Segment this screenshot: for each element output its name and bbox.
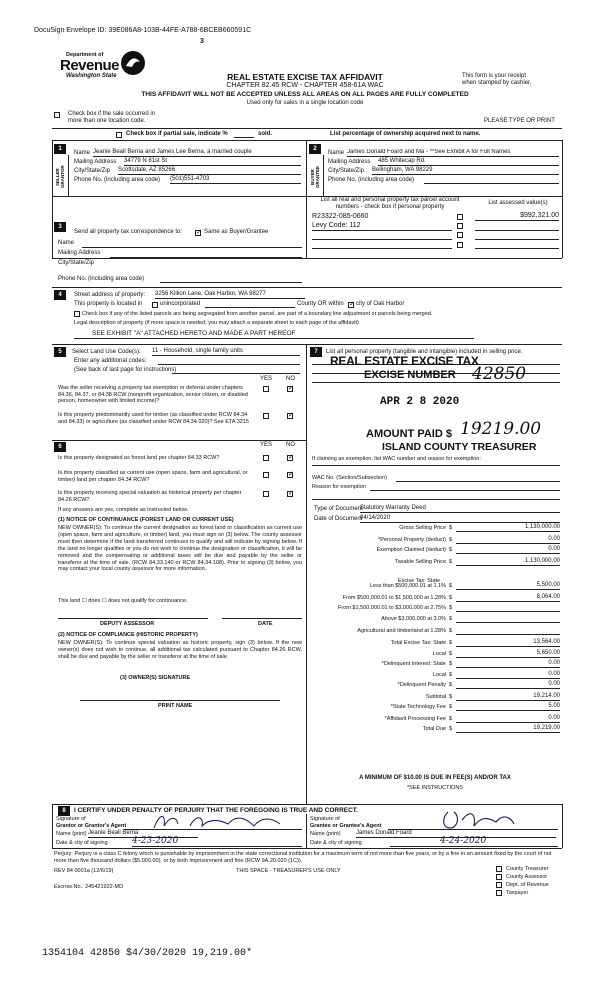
correspondence-mail[interactable] bbox=[110, 257, 302, 258]
calc-value[interactable] bbox=[456, 627, 560, 635]
assessed-header: List assessed value(s) bbox=[488, 200, 548, 206]
city-of-checkbox[interactable] bbox=[348, 302, 354, 308]
form-title: REAL ESTATE EXCISE TAX AFFIDAVIT bbox=[227, 72, 383, 82]
doc-type-label: Type of Document bbox=[314, 506, 363, 512]
multi-location-line1: Check box if the sale occurred in bbox=[68, 111, 156, 117]
calc-dollar-sign: $ bbox=[449, 704, 453, 710]
s1-mail-label: Mailing Address bbox=[74, 159, 117, 165]
partial-sale-checkbox[interactable] bbox=[116, 132, 122, 138]
notice2-text: NEW OWNER(S): To continue special valuation as historic property, sign (3) below. If the new owner(s) does not wish to continue, all additional tax calculated pursuant to Chapter 84.26 RCW, shall be due and payable by the seller or transferor at the time of sale. bbox=[58, 640, 302, 660]
calc-value[interactable]: 5,500.00 bbox=[456, 582, 560, 590]
unincorporated-label: unincorporated bbox=[160, 301, 201, 307]
calc-label: Taxable Selling Price bbox=[394, 559, 446, 565]
calc-dollar-sign: $ bbox=[449, 682, 453, 688]
personal-property-checkbox-1[interactable] bbox=[457, 214, 463, 220]
deputy-date-label: DATE bbox=[258, 621, 273, 627]
section-5-badge: 5 bbox=[54, 347, 66, 357]
calc-label: Agricultural and timberland at 1.28% bbox=[357, 628, 446, 634]
grantee-signature-scribble-icon bbox=[440, 808, 520, 832]
street-label: Street address of property: bbox=[74, 292, 146, 298]
copy-dept-revenue: Dept. of Revenue bbox=[506, 882, 549, 888]
county-within-label: County OR within bbox=[297, 301, 344, 307]
calc-value[interactable]: 19,219.00 bbox=[456, 725, 560, 733]
calc-dollar-sign: $ bbox=[449, 661, 453, 667]
stamp-treasurer: ISLAND COUNTY TREASURER bbox=[382, 441, 537, 453]
calc-dollar-sign: $ bbox=[449, 616, 453, 622]
stamp-amount-label: AMOUNT PAID $ bbox=[366, 428, 452, 440]
notice1-heading: (1) NOTICE OF CONTINUANCE (FOREST LAND OR CURRENT USE) bbox=[58, 517, 234, 523]
section-2-badge: 2 bbox=[309, 144, 321, 154]
minimum-fee-note: A MINIMUM OF $10.00 IS DUE IN FEE(S) AND/OR TAX bbox=[359, 775, 511, 781]
if-yes-note: If any answers are yes, complete as instructed below. bbox=[58, 507, 189, 513]
levy-code[interactable]: Levy Code: 112 bbox=[312, 222, 452, 231]
calc-value[interactable]: 5,650.00 bbox=[456, 650, 560, 658]
calc-label: *State Technology Fee bbox=[390, 704, 446, 710]
calc-label: Exemption Claimed (deduct) bbox=[376, 547, 446, 553]
seller-name[interactable]: Jeanie Beall Berna and James Lee Berna, a married couple bbox=[93, 149, 301, 157]
reason-label: Reason for exemption bbox=[312, 484, 366, 490]
s2-phone-label: Phone No. (including area code) bbox=[328, 177, 415, 183]
certification: I CERTIFY UNDER PENALTY OF PERJURY THAT THE FOREGOING IS TRUE AND CORRECT. bbox=[74, 807, 358, 814]
grantor-sig-label-2: Grantor or Grantor's Agent bbox=[56, 823, 127, 829]
perjury-note: Perjury: Perjury is a class C felony which is punishable by imprisonment in the state correctional institution for a maximum term of not more than five years, or by a fine in an amount fixed by the court of not more than five thousand dollars ($5,000.00), or by both imprisonment and fine (RCW 9A.20.020 (1C)). bbox=[54, 851, 552, 864]
treasurer-use-only: THIS SPACE - TREASURER'S USE ONLY bbox=[236, 868, 341, 874]
dor-emblem-icon bbox=[120, 50, 146, 76]
buyer-city[interactable]: Bellingham, WA 98229 bbox=[372, 167, 559, 175]
correspondence-name[interactable] bbox=[82, 247, 302, 248]
s5-q2-yes[interactable] bbox=[263, 413, 269, 419]
s5-no: NO bbox=[286, 376, 295, 382]
s5-question-1: Was the seller receiving a property tax exemption or deferral under chapters 84.36, 84.37, or 84.38 RCW (nonprofit organization, senior citizen, or disabled person, homeowner with limited income)? bbox=[58, 385, 248, 404]
calc-label: Total Due bbox=[422, 726, 446, 732]
s3-city-label: City/State/Zip bbox=[58, 260, 95, 266]
escrow-number: Escrow No.: 245421922-MD bbox=[54, 884, 124, 890]
s6-question-3: Is this property receiving special valuation as historical property per chapter 84.26 RCW? bbox=[58, 490, 242, 503]
segregated-checkbox[interactable] bbox=[74, 311, 80, 317]
calc-value[interactable]: 0.00 bbox=[456, 671, 560, 679]
additional-codes-label: Enter any additional codes: bbox=[74, 358, 147, 364]
receipt-note-1: This form is your receipt bbox=[462, 73, 527, 79]
calc-label: *Personal Property (deduct) bbox=[378, 537, 446, 543]
buyer-grantee-label: BUYER GRANTEE bbox=[310, 166, 320, 189]
partial-sale-percent[interactable] bbox=[234, 137, 254, 138]
s6-q2-yes[interactable] bbox=[263, 472, 269, 478]
calc-label: *Delinquent Penalty bbox=[397, 682, 446, 688]
grantee-sig-label-2: Grantee or Grantee's Agent bbox=[310, 823, 382, 829]
s5-question-2: Is this property predominantly used for timber (as classified under RCW 84.34 and 84.33) or agriculture (as classified under RCW 84.34.020)? See ETA 3215 bbox=[58, 412, 249, 425]
seller-grantor-label: SELLER GRANTOR bbox=[55, 165, 65, 189]
deputy-assessor-signature[interactable] bbox=[58, 618, 208, 619]
calc-value[interactable]: 8,064.00 bbox=[456, 594, 560, 602]
calc-dollar-sign: $ bbox=[449, 628, 453, 634]
section-4-badge: 4 bbox=[54, 290, 66, 300]
calc-value[interactable] bbox=[456, 615, 560, 623]
calc-dollar-sign: $ bbox=[449, 651, 453, 657]
s2-mail-label: Mailing Address bbox=[328, 159, 371, 165]
form-subtitle: CHAPTER 82.45 RCW - CHAPTER 458-61A WAC bbox=[226, 82, 384, 89]
copy-county-assessor-checkbox[interactable] bbox=[496, 874, 502, 880]
copy-taxpayer: Taxpayer bbox=[506, 890, 529, 896]
calc-dollar-sign: $ bbox=[449, 694, 453, 700]
parcel-header: List all real and personal property tax parcel account numbers - check box if personal property bbox=[320, 197, 460, 210]
calc-value[interactable]: 0.00 bbox=[456, 546, 560, 554]
legal-description[interactable]: SEE EXHIBIT "A" ATTACHED HERETO AND MADE A PART HEREOF bbox=[92, 330, 296, 337]
same-as-buyer-label: Same as Buyer/Grantee bbox=[204, 229, 269, 235]
stamp-line-1: REAL ESTATE EXCISE TAX bbox=[330, 354, 479, 368]
exemption-reason[interactable] bbox=[370, 490, 560, 491]
qualify-line: This land ☐ does ☐ does not qualify for continuance. bbox=[58, 598, 188, 604]
grantor-signature-scribble-icon bbox=[150, 810, 300, 832]
s6-q1-yes[interactable] bbox=[263, 455, 269, 461]
print-name-label: PRINT NAME bbox=[158, 703, 193, 709]
s5-q2-no[interactable] bbox=[287, 413, 293, 419]
property-street-address[interactable]: 3256 Killion Lane, Oak Harbor, WA 98277 bbox=[155, 291, 305, 299]
s3-name-label: Name bbox=[58, 240, 75, 246]
same-as-buyer-checkbox[interactable] bbox=[195, 230, 201, 236]
calc-value[interactable]: 0.00 bbox=[456, 715, 560, 723]
stamp-amount: 19219.00 bbox=[460, 419, 542, 439]
calc-dollar-sign: $ bbox=[449, 547, 453, 553]
section-8-badge: 8 bbox=[58, 806, 70, 816]
grantee-date[interactable]: 4-24-2020 bbox=[390, 836, 558, 847]
grantee-print-name[interactable]: James Donald Foard bbox=[356, 830, 556, 838]
calc-dollar-sign: $ bbox=[449, 672, 453, 678]
city-of-label: city of Oak Harbor bbox=[356, 301, 405, 307]
buyer-mailing-address[interactable]: 485 Whitecap Rd. bbox=[378, 158, 559, 166]
owner-signature-label: (3) OWNER(S) SIGNATURE bbox=[120, 675, 191, 681]
calc-label: From $500,000.01 to $1,500,000 at 1.28% bbox=[342, 595, 446, 601]
calc-value[interactable]: 5.00 bbox=[456, 703, 560, 711]
calc-dollar-sign: $ bbox=[449, 726, 453, 732]
excise-tax-state-label: Excise Tax: State bbox=[398, 578, 441, 584]
grantor-date-label: Date & city of signing bbox=[56, 840, 108, 846]
calc-dollar-sign: $ bbox=[449, 640, 453, 646]
calc-value[interactable]: 0.00 bbox=[456, 660, 560, 668]
document-date[interactable]: 04/14/2020 bbox=[360, 515, 560, 523]
section-3-badge: 3 bbox=[54, 222, 66, 232]
owner-print-name[interactable] bbox=[80, 700, 280, 701]
calc-value[interactable]: 1,130,000.00 bbox=[456, 558, 560, 566]
calc-label: Subtotal bbox=[425, 694, 446, 700]
correspondence-phone[interactable] bbox=[160, 282, 302, 283]
land-use-code[interactable]: 11 - Household, single family units bbox=[152, 348, 300, 356]
grantee-date-label: Date & city of signing bbox=[310, 840, 362, 846]
sold-label: sold. bbox=[258, 131, 273, 137]
s1-city-label: City/State/Zip bbox=[74, 168, 111, 174]
calc-label: *Affidavit Processing Fee bbox=[384, 716, 446, 722]
form-revision: REV 84 0001a (12/6/19) bbox=[54, 868, 114, 874]
assessed-value[interactable]: $992,321.00 bbox=[475, 212, 559, 221]
see-back-label: (See back of last page for instructions) bbox=[74, 367, 177, 373]
logo-line2: Revenue bbox=[60, 56, 120, 74]
stamp-excise-number: 42850 bbox=[472, 364, 527, 384]
grantor-date[interactable]: 4-23-2020 bbox=[132, 836, 302, 847]
stamp-line-2: EXCISE NUMBER bbox=[364, 369, 456, 381]
partial-sale-label: Check box if partial sale, indicate % bbox=[126, 131, 228, 137]
dor-logo bbox=[60, 52, 150, 80]
s6-q3-yes[interactable] bbox=[263, 491, 269, 497]
receipt-note-2: when stamped by cashier. bbox=[462, 80, 532, 86]
seller-city[interactable]: Scottsdale, AZ 85266 bbox=[118, 167, 301, 175]
calc-dollar-sign: $ bbox=[449, 559, 453, 565]
calc-label: From $1,500,000.01 to $3,000,000 at 2.75% bbox=[338, 605, 446, 611]
section-6-badge: 6 bbox=[54, 442, 66, 452]
treasurer-receipt-print: 1354104 42850 $4/30/2020 19,219.00* bbox=[42, 948, 253, 959]
single-location-note: Used only for sales in a single location code bbox=[246, 100, 364, 106]
calc-label: Local bbox=[432, 651, 446, 657]
wac-label: WAC No. (Section/Subsection) bbox=[312, 475, 387, 481]
s6-q1-no[interactable] bbox=[287, 455, 293, 461]
document-type[interactable]: Statutory Warranty Deed bbox=[360, 505, 560, 513]
personal-property-list-label: List all personal property (tangible and intangible) included in selling price. bbox=[326, 349, 523, 355]
stamp-date: APR 2 8 2020 bbox=[380, 396, 460, 408]
calc-label: Gross Selling Price bbox=[399, 525, 446, 531]
calc-label: Less than $500,000.01 at 1.1% bbox=[369, 583, 446, 589]
s5-q1-yes[interactable] bbox=[263, 386, 269, 392]
multi-location-checkbox[interactable] bbox=[54, 112, 60, 118]
deputy-date[interactable] bbox=[222, 618, 302, 619]
wac-number[interactable] bbox=[396, 481, 560, 482]
calc-dollar-sign: $ bbox=[449, 537, 453, 543]
segregated-label: Check box if any of the listed parcels are being segregated from another parcel, are part of a boundary line adjustment or parcels being merged. bbox=[82, 311, 433, 317]
unincorporated-checkbox[interactable] bbox=[152, 302, 158, 308]
s6-question-2: Is this property classified as current use (open space, farm and agricultural, or timber) land per chapter 84.34 RCW? bbox=[58, 470, 248, 483]
logo-line1: Department of bbox=[66, 52, 104, 58]
s2-name-label: Name bbox=[328, 150, 345, 156]
grantor-print-name[interactable]: Jeanie Beall Berna bbox=[88, 830, 198, 838]
calc-label: Above $3,000,000 at 3.0% bbox=[381, 616, 446, 622]
calc-dollar-sign: $ bbox=[449, 583, 453, 589]
doc-date-label: Date of Document bbox=[314, 516, 363, 522]
copy-county-treasurer-checkbox[interactable] bbox=[496, 866, 502, 872]
logo-line3: Washington State bbox=[66, 72, 117, 79]
seller-phone[interactable]: (501)551-4703 bbox=[170, 176, 301, 184]
s6-q3-no[interactable] bbox=[287, 491, 293, 497]
grantor-sig-label-1: Signature of bbox=[56, 816, 86, 822]
s6-q2-no[interactable] bbox=[287, 472, 293, 478]
calc-dollar-sign: $ bbox=[449, 595, 453, 601]
legal-description-label: Legal description of property (if more space is needed, you may attach a separate sheet to each page of the affidavit) bbox=[74, 320, 359, 326]
s3-phone-label: Phone No. (including area code) bbox=[58, 276, 145, 282]
warning-text: THIS AFFIDAVIT WILL NOT BE ACCEPTED UNLESS ALL AREAS ON ALL PAGES ARE FULLY COMPLETED bbox=[141, 91, 469, 98]
grantor-print-label: Name (print) bbox=[56, 831, 87, 837]
section-7-badge: 7 bbox=[310, 347, 322, 357]
s6-no: NO bbox=[286, 442, 295, 448]
deputy-assessor-label: DEPUTY ASSESSOR bbox=[100, 621, 155, 627]
land-use-label: Select Land Use Code(s): bbox=[72, 349, 141, 355]
multi-location-line2: more than one location code. bbox=[68, 118, 146, 124]
s5-q1-no[interactable] bbox=[287, 386, 293, 392]
personal-property-checkbox-3[interactable] bbox=[457, 232, 463, 238]
s3-mail-label: Mailing Address bbox=[58, 250, 101, 256]
s1-name-label: Name bbox=[74, 150, 91, 156]
copy-dept-revenue-checkbox[interactable] bbox=[496, 882, 502, 888]
calc-value[interactable]: 1,130,000.00 bbox=[456, 524, 560, 532]
personal-property-checkbox-2[interactable] bbox=[457, 223, 463, 229]
please-type: PLEASE TYPE OR PRINT bbox=[484, 118, 555, 124]
calc-value[interactable]: 19,214.00 bbox=[456, 693, 560, 701]
s2-city-label: City/State/Zip bbox=[328, 168, 365, 174]
calc-label: Local bbox=[432, 672, 446, 678]
grantee-sig-label-1: Signature of bbox=[310, 816, 340, 822]
calc-dollar-sign: $ bbox=[449, 716, 453, 722]
see-instructions: *SEE INSTRUCTIONS bbox=[407, 785, 463, 791]
section-1-badge: 1 bbox=[54, 144, 66, 154]
seller-mailing-address[interactable]: 34779 N 81st St bbox=[124, 158, 301, 166]
calc-dollar-sign: $ bbox=[449, 525, 453, 531]
s6-question-1: Is this property designated as forest land per chapter 84.33 RCW? bbox=[58, 455, 220, 461]
calc-label: Total Excise Tax: State bbox=[390, 640, 446, 646]
copy-taxpayer-checkbox[interactable] bbox=[496, 890, 502, 896]
calc-label: *Delinquent Interest: State bbox=[381, 661, 446, 667]
calc-value[interactable]: 13,564.00 bbox=[456, 639, 560, 647]
exemption-label: If claiming an exemption, list WAC number and reason for exemption: bbox=[312, 456, 481, 462]
s5-yes: YES bbox=[260, 376, 273, 382]
buyer-name[interactable]: James Donald Foard and Ma - **See Exhibit A for Full Names bbox=[347, 149, 559, 157]
ownership-note: List percentage of ownership acquired next to name. bbox=[330, 131, 481, 137]
top-mark: 3 bbox=[200, 38, 204, 45]
s1-phone-label: Phone No. (including area code) bbox=[74, 177, 161, 183]
copy-county-assessor: County Assessor bbox=[506, 874, 548, 880]
located-in-label: This property is located in bbox=[74, 301, 143, 307]
parcel-number[interactable]: R23322-085-0660 bbox=[312, 213, 369, 220]
buyer-phone[interactable] bbox=[424, 183, 559, 184]
grantee-print-label: Name (print) bbox=[310, 831, 341, 837]
calc-dollar-sign: $ bbox=[449, 605, 453, 611]
s6-yes: YES bbox=[260, 442, 273, 448]
calc-value[interactable]: 0.00 bbox=[456, 681, 560, 689]
calc-value[interactable]: 0.00 bbox=[456, 536, 560, 544]
personal-property-checkbox-4[interactable] bbox=[457, 242, 463, 248]
copy-county-treasurer: County Treasurer bbox=[506, 866, 549, 872]
calc-value[interactable] bbox=[456, 604, 560, 612]
correspondence-label: Send all property tax correspondence to: bbox=[74, 229, 183, 235]
notice2-heading: (2) NOTICE OF COMPLIANCE (HISTORIC PROPERTY) bbox=[58, 632, 198, 638]
envelope-id: DocuSign Envelope ID: 39E086A8-103B-44FE-A788-6BCEB660591C bbox=[34, 27, 252, 34]
notice1-text: NEW OWNER(S): To continue the current designation as forest land or classification as current use (open space, farm and agriculture, or timber) land, you must sign on (3) below. The county assessor must then determine if the land transferred continues to qualify and will indicate by signing below. If the land no longer qualifies or you do not wish to continue the designation or classification, it will be removed and the compensating or additional taxes will be due and payable by the seller or transferor at the time of sale. (RCW 84.33.140 or RCW 84.34.108). Prior to signing (3) below, you may contact your local county assessor for more information. bbox=[58, 525, 302, 573]
